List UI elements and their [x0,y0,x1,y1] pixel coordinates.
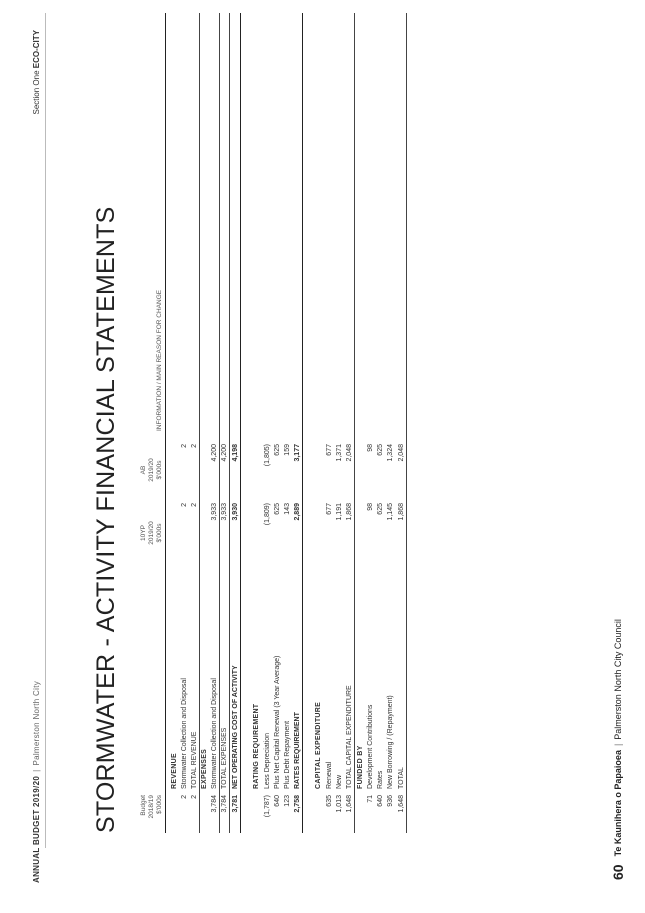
cell-label: Renewal [326,761,333,789]
cell-label: TOTAL [398,767,405,789]
cell-budget: 635 [326,795,333,807]
cell-ab: 2 [181,444,188,448]
section-heading-row [200,13,209,833]
cell-budget: 3,781 [232,795,239,813]
cell-label: Plus Net Capital Renewal (3 Year Average) [274,655,281,789]
col-head-budget [140,795,164,833]
table-row [273,13,282,833]
table-row [263,13,272,833]
cell-budget: 640 [274,795,281,807]
header-rule [45,13,46,848]
cell-label: New Borrowing / (Repayment) [387,695,394,789]
table-row [190,13,199,833]
table-rule [354,13,355,833]
cell-ltp: 625 [377,503,384,515]
cell-budget: 2 [181,795,188,799]
col-head-ab-l2: 2019/20 [148,458,155,482]
page-number: 60 [610,864,626,880]
cell-budget: 2 [191,795,198,799]
cell-ltp: 1,191 [336,503,343,521]
table-row [366,13,375,833]
page-title: STORMWATER - ACTIVITY FINANCIAL STATEMENTS [92,206,120,833]
cell-ltp: 677 [326,503,333,515]
cell-ltp: 143 [284,503,291,515]
cell-budget: 640 [377,795,384,807]
cell-label: Stormwater Collection and Disposal [181,678,188,789]
cell-ltp: 3,933 [211,503,218,521]
col-head-ltp [140,503,164,563]
cell-budget: 2,758 [294,795,301,813]
cell-ab: 3,177 [294,444,301,462]
table-rule [406,13,407,833]
section-heading-row [252,13,261,833]
cell-ab: 98 [367,444,374,452]
footer-separator: | [613,743,623,747]
section-heading-row [314,13,323,833]
col-head-ab-l3: $'000s [156,460,163,480]
section-heading-row [356,13,365,833]
section-prefix: Section One [32,70,41,115]
col-head-budget-l2: 2018/19 [148,795,155,819]
table-row [210,13,219,833]
table-rule [240,13,241,833]
table-row [231,13,240,833]
cell-label: NET OPERATING COST OF ACTIVITY [232,665,239,789]
cell-budget: 3,784 [221,795,228,813]
header-left [32,681,41,883]
table-row [345,13,354,833]
table-top-rule [165,13,166,833]
cell-ab: 625 [377,444,384,456]
cell-budget: (1,787) [264,795,271,818]
section-heading: CAPITAL EXPENDITURE [315,701,322,789]
table-row [220,13,229,833]
cell-label: Stormwater Collection and Disposal [211,678,218,789]
section-heading: EXPENSES [201,748,208,789]
cell-budget: 936 [387,795,394,807]
cell-ab: 2 [191,444,198,448]
cell-budget: 3,784 [211,795,218,813]
cell-label: TOTAL REVENUE [191,731,198,789]
cell-label: RATES REQUIREMENT [294,712,301,789]
cell-ab: 1,371 [336,444,343,462]
cell-label: New [336,774,343,789]
col-head-ltp-l3: $'000s [156,523,163,543]
cell-ltp: 3,930 [232,503,239,521]
table-row [386,13,395,833]
section-heading: RATING REQUIREMENT [253,703,260,789]
header-separator: | [32,769,41,772]
cell-ltp: 1,868 [346,503,353,521]
cell-label: Plus Debt Repayment [284,720,291,789]
cell-ltp: 1,145 [387,503,394,521]
cell-budget: 1,013 [336,795,343,813]
cell-label: Rates [377,770,384,789]
cell-ab: 2,048 [398,444,405,462]
footer-maori-name: Te Kaunihera o Papaioea [613,750,623,857]
cell-ab: (1,805) [264,444,271,467]
cell-ab: 4,198 [232,444,239,462]
header-city: Palmerston North City [32,680,41,766]
header-right [32,30,41,115]
cell-ltp: 2 [181,503,188,507]
cell-budget: 1,648 [398,795,405,813]
table-row [397,13,406,833]
cell-budget: 1,648 [346,795,353,813]
cell-budget: 123 [284,795,291,807]
cell-label: Less Depreciation [264,732,271,789]
table-row [293,13,302,833]
cell-ab: 159 [284,444,291,456]
table-row [283,13,292,833]
cell-label: TOTAL EXPENSES [221,727,228,789]
cell-ltp: 2 [191,503,198,507]
cell-ab: 1,324 [387,444,394,462]
cell-ltp: 3,933 [221,503,228,521]
section-name: ECO-CITY [32,30,41,69]
cell-ltp: 2,889 [294,503,301,521]
cell-ltp: 1,868 [398,503,405,521]
footer-council: Palmerston North City Council [613,619,623,740]
cell-ab: 625 [274,444,281,456]
footer [610,619,626,880]
cell-ltp: 98 [367,503,374,511]
table-rule [302,13,303,833]
cell-budget: 71 [367,795,374,803]
col-head-ab [140,440,164,500]
cell-ltp: 625 [274,503,281,515]
table-row [180,13,189,833]
cell-ab: 2,048 [346,444,353,462]
table-row [335,13,344,833]
cell-label: TOTAL CAPITAL EXPENDITURE [346,685,353,789]
col-head-budget-l3: $'000s [156,795,163,814]
cell-ab: 677 [326,444,333,456]
table-rule [229,13,230,833]
cell-ltp: (1,809) [264,503,271,526]
section-heading-row [170,13,179,833]
col-head-info: INFORMATION / MAIN REASON FOR CHANGE [156,289,163,431]
doc-title: ANNUAL BUDGET 2019/20 [32,775,41,883]
col-head-ltp-l1: 10YP [140,525,147,541]
col-head-ab-l1: AB [140,465,147,475]
table-row [325,13,334,833]
cell-label: Development Contributions [367,704,374,789]
col-head-ltp-l2: 2019/20 [148,521,155,545]
col-head-budget-l1: Budget [140,795,147,816]
cell-ab: 4,200 [211,444,218,462]
cell-ab: 4,200 [221,444,228,462]
section-heading: FUNDED BY [357,745,364,789]
table-row [376,13,385,833]
section-heading: REVENUE [171,753,178,789]
